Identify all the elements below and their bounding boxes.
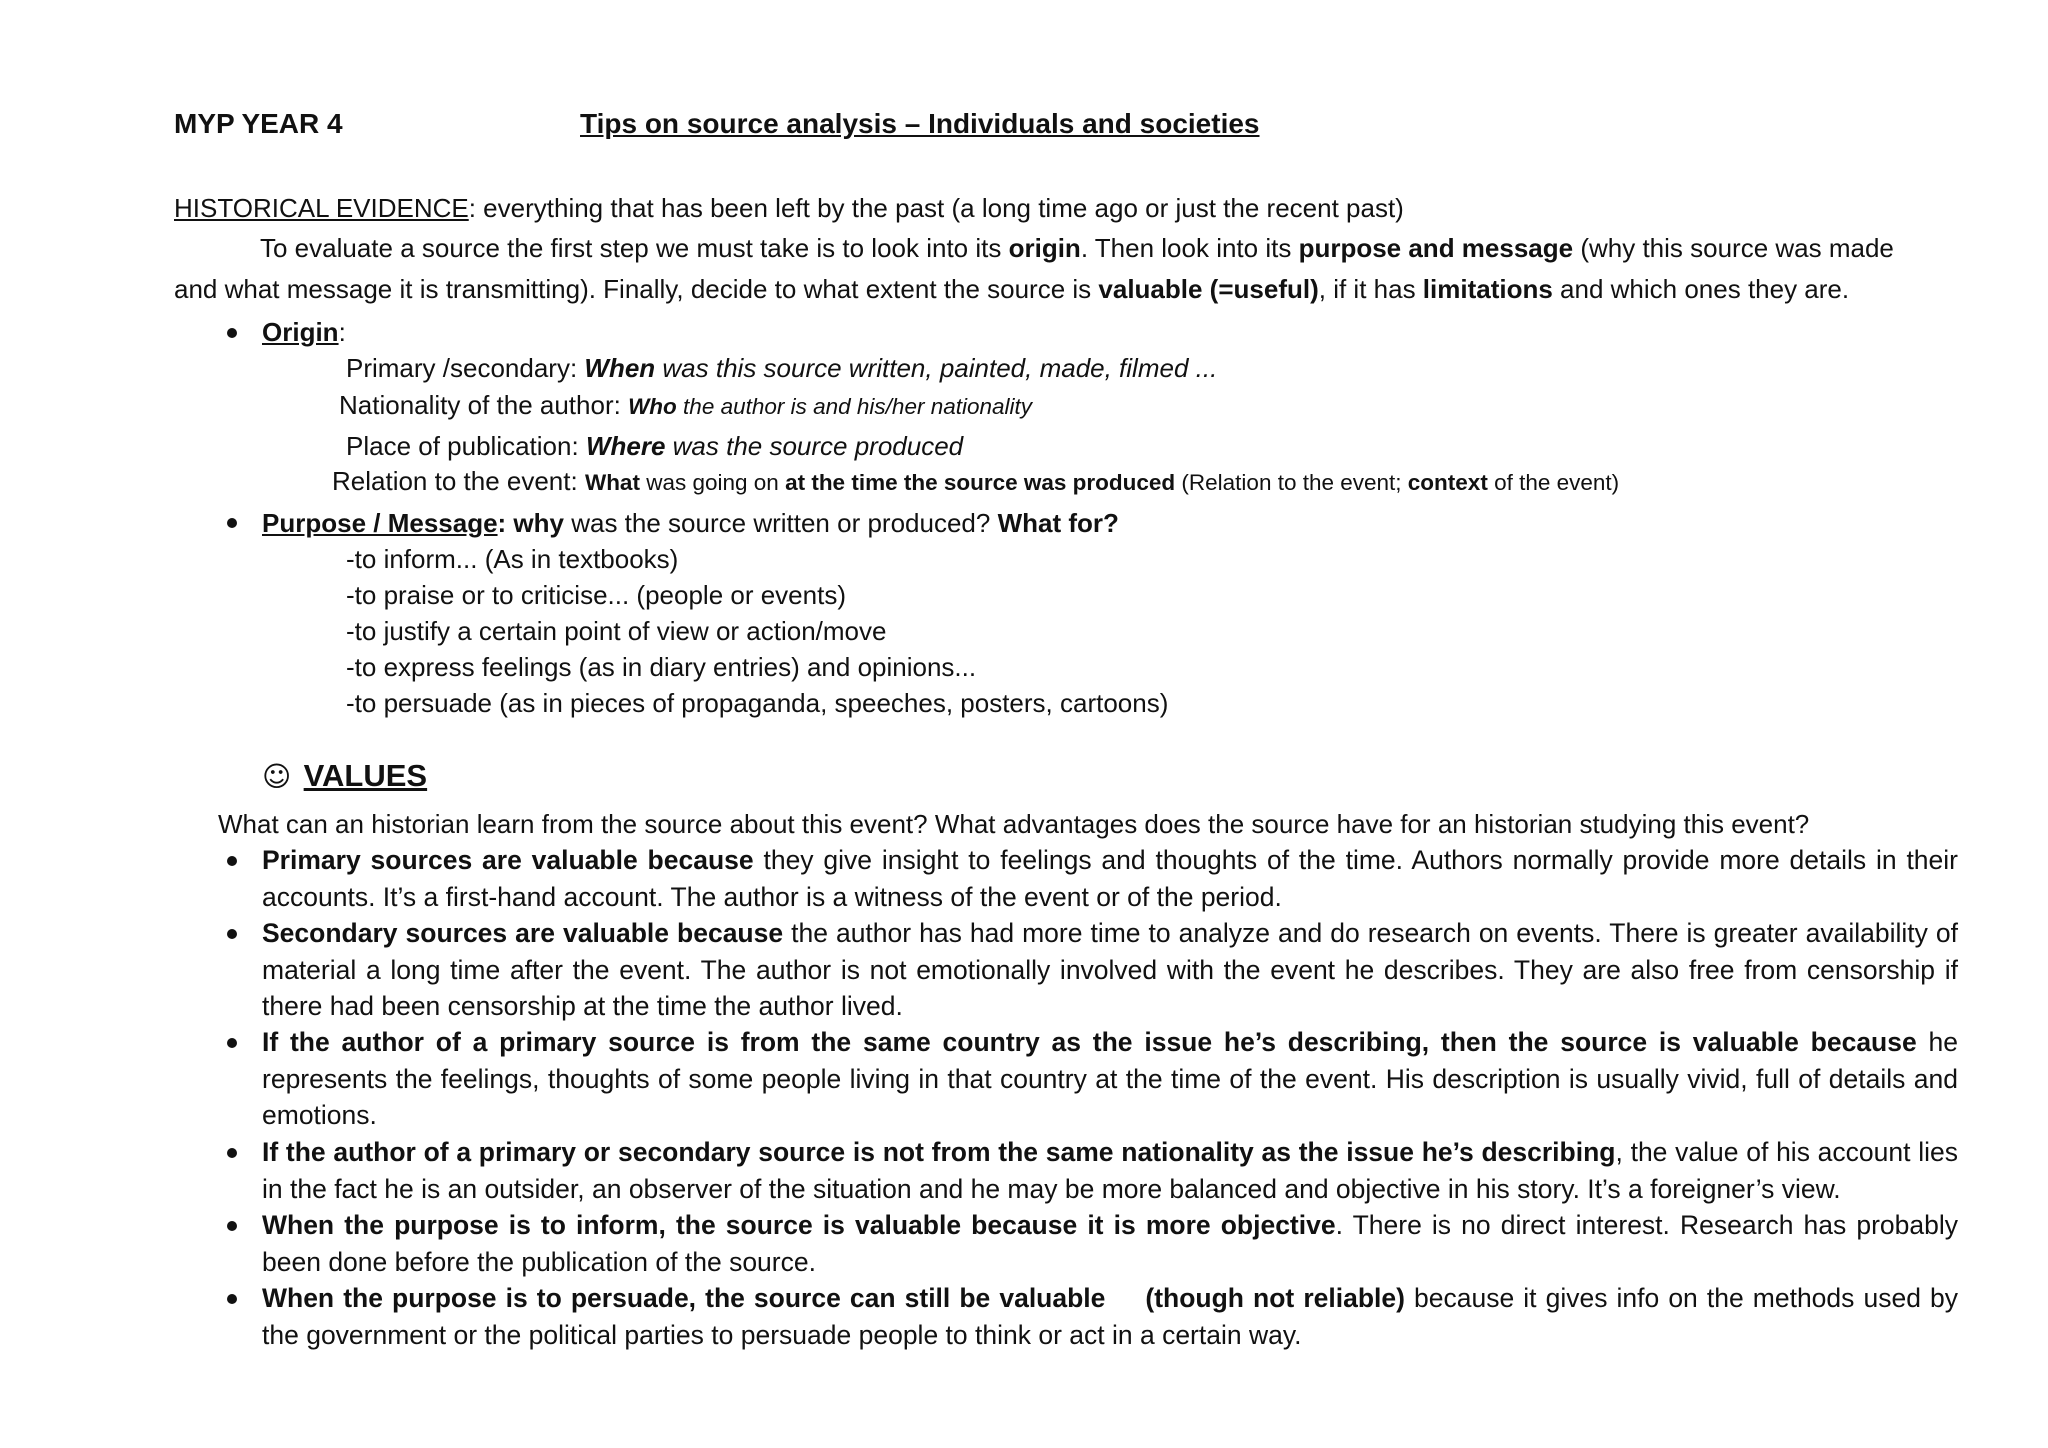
purpose-what-for: What for? — [997, 508, 1119, 538]
values-item-bold: Secondary sources are valuable because — [262, 918, 784, 948]
relation-label: Relation to the event: — [332, 466, 585, 496]
values-item-bold: When the purpose is to inform, the source is valuable because it is more objective — [262, 1210, 1336, 1240]
relation-text: was going on — [639, 470, 786, 495]
intro-limitations: limitations — [1422, 274, 1553, 304]
intro-text: and what message it is transmitting). Finally, decide to what extent the source is — [174, 274, 1099, 304]
intro-origin: origin — [1008, 233, 1081, 263]
origin-line-keyword: When — [584, 353, 656, 383]
values-item-text: they give insight to feelings and thoughts of the time. Authors normally provide more details in their accounts. It’s a first-hand account. The author is a witness of the event or of the period. — [262, 845, 1958, 912]
origin-line-rest: the author is and his/her nationality — [676, 394, 1033, 419]
purpose-item: -to praise or to criticise... (people or events) — [346, 580, 846, 610]
historical-evidence-definition — [174, 190, 1404, 226]
purpose-text: was the source written or produced? — [564, 508, 998, 538]
bullet-icon — [227, 856, 237, 866]
origin-line-place — [346, 428, 963, 464]
origin-line-nationality — [339, 387, 1032, 424]
values-item-text: . There is no direct interest. Research has probably been done before the publication of the source. — [262, 1210, 1959, 1277]
relation-time: at the time the source was produced — [785, 470, 1176, 495]
values-item-inform — [262, 1207, 1958, 1280]
historical-evidence-label: HISTORICAL EVIDENCE — [174, 193, 469, 223]
historical-evidence-text: : everything that has been left by the past (a long time ago or just the recent past) — [468, 193, 1404, 223]
bullet-icon — [227, 1221, 237, 1231]
purpose-item: -to express feelings (as in diary entries) and opinions... — [346, 652, 977, 682]
values-item-outsider — [262, 1134, 1958, 1207]
values-item-text: the author has had more time to analyze and do research on events. There is greater availability of material a long time after the event. The author is not emotionally involved with the event he describes. They are also free from censorship if there had been censorship at the time the author lived. — [262, 918, 1958, 1021]
values-item-primary — [262, 842, 1958, 915]
intro-purpose: purpose and message — [1298, 233, 1574, 263]
origin-line-primary — [346, 350, 1217, 386]
document-title: Tips on source analysis – Individuals and societies — [580, 108, 1260, 139]
values-item-bold: (though not reliable) — [1145, 1283, 1405, 1313]
bullet-icon — [227, 518, 237, 528]
values-item-text: , the value of his account lies in the fact he is an outsider, an observer of the situation and he may be more balanced and objective in his story. It’s a foreigner’s view. — [262, 1137, 1958, 1204]
bullet-icon — [227, 1038, 237, 1048]
values-heading-text: VALUES — [303, 758, 428, 793]
purpose-item: -to inform... (As in textbooks) — [346, 544, 679, 574]
intro-text: and which ones they are. — [1552, 274, 1850, 304]
bullet-icon — [227, 328, 237, 338]
origin-line-label: Place of publication: — [346, 431, 586, 461]
intro-text: . Then look into its — [1080, 233, 1299, 263]
intro-text: (why this source was made — [1573, 233, 1894, 263]
purpose-heading — [262, 505, 1119, 541]
values-question: What can an historian learn from the source about this event? What advantages does the source have for an historian studying this event? — [218, 809, 1810, 839]
values-item-same-country — [262, 1024, 1958, 1134]
origin-heading — [262, 314, 346, 350]
intro-line-1 — [260, 230, 1894, 266]
bullet-icon — [227, 1294, 237, 1304]
intro-valuable: valuable (=useful) — [1098, 274, 1319, 304]
values-item-persuade — [262, 1280, 1958, 1353]
purpose-item: -to justify a certain point of view or action/move — [346, 616, 887, 646]
relation-what: What — [584, 470, 640, 495]
values-item-bold: If the author of a primary or secondary source is not from the same nationality as the issue he’s describing — [262, 1137, 1616, 1167]
relation-text: (Relation to the event; — [1175, 470, 1408, 495]
intro-text: To evaluate a source the first step we must take is to look into its — [260, 233, 1009, 263]
values-heading — [262, 756, 427, 796]
values-item-text: he represents the feelings, thoughts of some people living in that country at the time of the event. His description is usually vivid, full of details and emotions. — [262, 1027, 1958, 1130]
values-item-bold: Primary sources are valuable because — [262, 845, 754, 875]
origin-line-relation — [332, 463, 1619, 500]
values-item-secondary — [262, 915, 1958, 1025]
origin-line-keyword: Where — [585, 431, 666, 461]
smiley-icon: ☺ — [262, 760, 292, 793]
course-year: MYP YEAR 4 — [174, 108, 343, 139]
purpose-why: : why — [497, 508, 564, 538]
origin-line-label: Nationality of the author: — [339, 390, 629, 420]
intro-line-2 — [174, 271, 1849, 307]
values-item-bold: If the author of a primary source is from the same country as the issue he’s describing, then the source is valuable because — [262, 1027, 1917, 1057]
origin-colon: : — [338, 317, 346, 347]
origin-line-rest: was this source written, painted, made, filmed ... — [655, 353, 1218, 383]
bullet-icon — [227, 1148, 237, 1158]
values-item-bold: When the purpose is to persuade, the source can still be valuable — [262, 1283, 1106, 1313]
purpose-heading-text: Purpose / Message — [262, 508, 498, 538]
relation-text: of the event) — [1487, 470, 1620, 495]
origin-heading-text: Origin — [262, 317, 339, 347]
purpose-item: -to persuade (as in pieces of propaganda, speeches, posters, cartoons) — [346, 688, 1169, 718]
origin-line-rest: was the source produced — [665, 431, 964, 461]
relation-context: context — [1407, 470, 1488, 495]
bullet-icon — [227, 929, 237, 939]
origin-line-label: Primary /secondary: — [346, 353, 585, 383]
values-item-text: because it gives info on the methods used by the government or the political parties to persuade people to think or act in a certain way. — [262, 1283, 1958, 1350]
intro-text: , if it has — [1318, 274, 1423, 304]
origin-line-keyword: Who — [628, 394, 677, 419]
